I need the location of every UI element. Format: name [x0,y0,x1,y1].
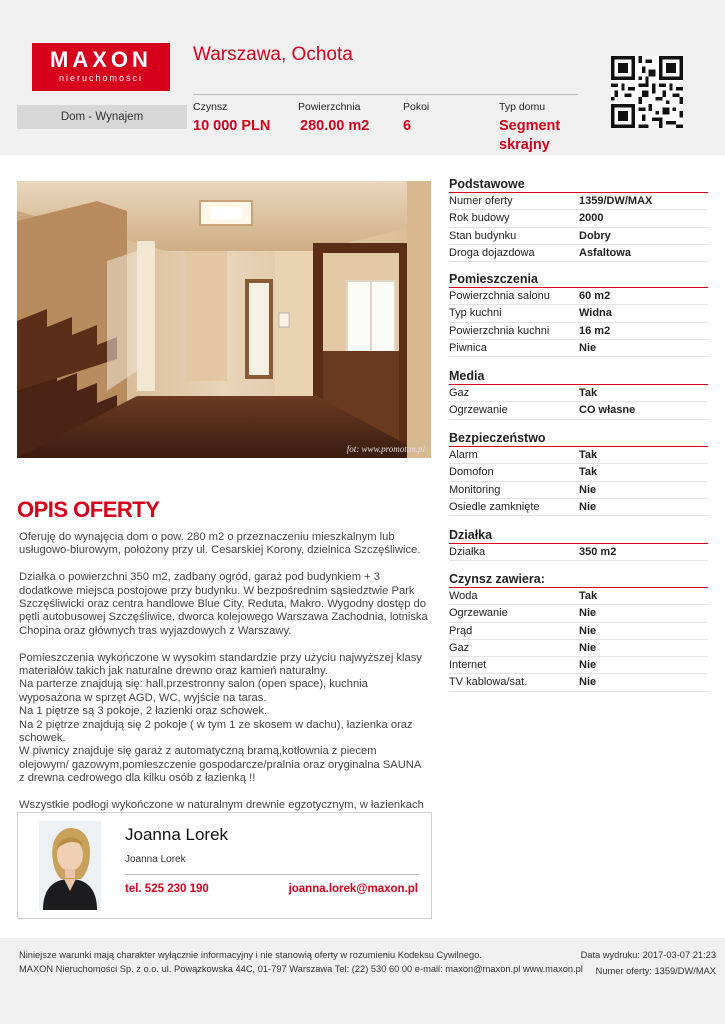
detail-key: Monitoring [449,483,501,496]
section-title: Media [449,368,708,385]
agent-name: Joanna Lorek [125,825,229,844]
detail-key: Internet [449,659,487,672]
detail-value: Nie [579,624,597,637]
detail-row [449,499,708,516]
detail-value: 60 m2 [579,290,611,302]
photo-credit: fot: www.promoton.pl [346,444,425,454]
section-dzialka [449,527,708,561]
description-paragraph: Na 2 piętrze znajdują się 2 pokoje ( w tym 1 ze skosem w dachu), łazienka oraz schowek. [19,718,413,745]
section-pomieszczenia [449,271,708,357]
agent-avatar [39,821,101,910]
agent-divider [125,874,419,875]
detail-key: Woda [449,590,478,602]
detail-key: Osiedle zamknięte [449,500,540,513]
detail-row [449,640,708,657]
detail-key: TV kablowa/sat. [449,676,528,689]
detail-value: Nie [579,659,597,672]
price-value: 10 000 PLN [193,118,271,134]
detail-value: Tak [579,387,598,399]
detail-value: Nie [579,607,597,620]
detail-value: Nie [579,676,597,689]
detail-key: Droga dojazdowa [449,246,535,259]
detail-key: Ogrzewanie [449,404,508,417]
detail-row [449,605,708,622]
detail-row [449,674,708,691]
detail-key: Ogrzewanie [449,607,508,620]
header-divider [193,94,578,95]
detail-value: 16 m2 [579,324,611,337]
house-type-label: Typ domu [499,101,546,113]
detail-key: Numer oferty [449,195,513,207]
detail-row [449,228,708,245]
footer-company-info: MAXON Nieruchomości Sp. z o.o. ul. Powązkowska 44C, 01-797 Warszawa Tel: (22) 530 60 00 e-mail: maxon@maxon.pl www.maxon.pl [19,964,583,974]
description-paragraph: Działka o powierzchni 350 m2, zadbany ogród, garaż pod budynkiem + 3 dodatkowe miejsca postojowe przy budynku. W bezpośrednim sąsiedztwie Park Szczęśliwicki oraz centra handlowe Blue City, Reduta, Makro. Wygodny dostęp do pętli autobusowej Szczęśliwice, dworca kolejowego Warszawa Zachodnia, lotniska Chopina oraz głównych tras wyjazdowych z Warszawy. [19,571,428,637]
description-paragraph: Pomieszczenia wykończone w wysokim standardzie przy użyciu najwyższej klasy materiałów takich jak naturalne drewno oraz kamień naturalny. [19,651,422,678]
section-title: Działka [449,527,708,544]
detail-row [449,623,708,640]
description-paragraph: Na parterze znajdują się: hall,przestronny salon (open space), kuchnia wyposażona w sprzęt AGD, WC, wyjście na taras. [19,678,368,704]
detail-row [449,305,708,322]
detail-value: Tak [579,466,598,479]
detail-key: Typ kuchni [449,307,502,320]
price-label: Czynsz [193,101,228,113]
area-label: Powierzchnia [298,101,361,113]
detail-key: Gaz [449,387,470,399]
section-title: Bezpieczeństwo [449,430,708,447]
detail-key: Rok budowy [449,212,510,225]
section-title: Czynsz zawiera: [449,571,708,588]
section-title: Pomieszczenia [449,271,708,288]
description-paragraph: W piwnicy znajduje się garaż z automatyczną bramą,kotłownia z piecem olejowym/ gazowym,pomieszczenie gospodarcze/pralnia oraz oryginalna SAUNA z drewna cedrowego dla kilku osób z łazienką !! [19,745,421,785]
offer-type-badge: Dom - Wynajem [17,105,187,129]
detail-key: Prąd [449,624,473,637]
detail-value: 2000 [579,212,604,225]
detail-value: Widna [579,307,612,320]
detail-row [449,288,708,305]
detail-value: 1359/DW/MAX [579,195,653,207]
detail-value: Asfaltowa [579,246,631,259]
description-paragraph: Oferuję do wynajęcia dom o pow. 280 m2 o przeznaczeniu mieszkalnym lub usługowo-biurowym, położony przy ul. Cesarskiej Korony, dzielnica Szczęśliwice. [19,531,421,557]
detail-key: Powierzchnia kuchni [449,324,550,337]
rooms-value: 6 [403,118,412,134]
logo-brand: MAXON [50,47,152,72]
detail-row [449,210,708,227]
detail-key: Działka [449,546,486,558]
section-media [449,368,708,420]
detail-value: Nie [579,500,597,513]
qr-code-icon[interactable] [611,56,683,128]
section-podstawowe [449,176,708,262]
footer-disclaimer: Niniejsze warunki mają charakter wyłącznie informacyjny i nie stanowią oferty w rozumieniu Kodeksu Cywilnego. [19,950,482,960]
detail-row [449,385,708,402]
detail-key: Stan budynku [449,229,517,242]
footer-print-date: Data wydruku: 2017-03-07 21:23 [580,950,716,960]
detail-row [449,323,708,340]
detail-row [449,588,708,605]
detail-row [449,464,708,481]
detail-row [449,245,708,262]
detail-key: Gaz [449,641,470,654]
interior-photo-illustration [17,181,431,458]
footer-offer-number: Numer oferty: 1359/DW/MAX [595,966,716,976]
description-paragraph: Na 1 piętrze są 3 pokoje, 2 łazienki oraz schowek. [19,705,268,718]
section-title: Podstawowe [449,176,708,193]
area-value: 280.00 m2 [300,118,370,134]
detail-value: Nie [579,641,597,654]
rooms-label: Pokoi [403,101,430,113]
footer [0,938,725,1024]
agent-card [17,812,432,919]
section-bezpieczenstwo [449,430,708,516]
description-paragraph: Wszystkie podłogi wykończone w naturalnym drewnie egzotycznym, w łazienkach [19,799,424,812]
detail-key: Alarm [449,449,478,461]
detail-value: Nie [579,483,597,496]
detail-value: Dobry [579,229,611,242]
section-czynsz-zawiera [449,571,708,692]
detail-value: Nie [579,341,597,354]
detail-row [449,402,708,419]
agent-name-small: Joanna Lorek [125,854,186,865]
detail-value: Tak [579,590,598,602]
detail-value: Tak [579,449,598,461]
detail-key: Powierzchnia salonu [449,290,550,302]
detail-key: Piwnica [449,341,487,354]
description-body [19,531,429,812]
detail-key: Domofon [449,466,494,479]
agent-email-link[interactable]: joanna.lorek@maxon.pl [288,883,418,895]
detail-row [449,544,708,561]
detail-row [449,340,708,357]
description-title: OPIS OFERTY [17,497,160,522]
logo-subtitle: nieruchomości [58,73,144,83]
detail-row [449,657,708,674]
detail-row [449,447,708,464]
agent-phone-link[interactable]: tel. 525 230 190 [125,883,209,895]
maxon-logo[interactable] [32,43,170,91]
detail-row [449,482,708,499]
header-band [0,0,725,155]
detail-row [449,193,708,210]
detail-value: 350 m2 [579,546,617,558]
offer-location: Warszawa, Ochota [193,44,353,65]
detail-value: CO własne [579,404,636,417]
house-type-value: Segment skrajny [499,118,561,153]
agent-portrait-illustration [39,821,101,910]
property-photo[interactable] [17,181,431,458]
